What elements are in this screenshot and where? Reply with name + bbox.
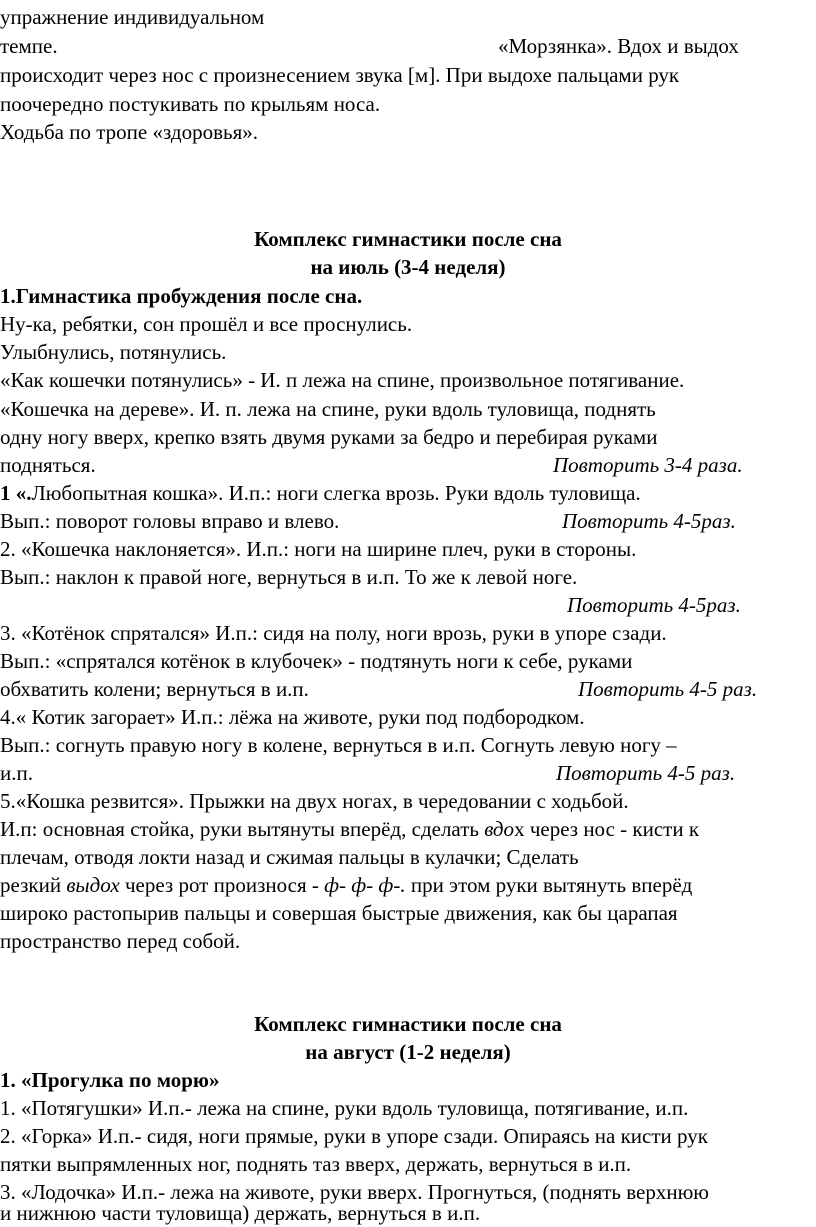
subsection-heading: 1.Гимнастика пробуждения после сна. <box>0 284 363 308</box>
repeat-note: Повторить 4-5раз. <box>567 593 741 617</box>
text-line: 2. «Горка» И.п.- сидя, ноги прямые, руки в упоре сзади. Опираясь на кисти рук <box>0 1124 708 1148</box>
section-subtitle: на июль (3-4 неделя) <box>310 255 506 279</box>
section-title: Комплекс гимнастики после сна <box>254 1012 562 1036</box>
text-fragment-italic: вдо <box>484 817 515 841</box>
text-line: 3. «Котёнок спрятался» И.п.: сидя на полу, ноги врозь, руки в упоре сзади. <box>0 621 667 645</box>
text-line: упражнение индивидуальном <box>0 5 265 29</box>
text-line: одну ногу вверх, крепко взять двумя руками за бедро и перебирая руками <box>0 425 658 449</box>
section-title: Комплекс гимнастики после сна <box>254 227 562 251</box>
text-line <box>0 676 758 702</box>
text-line: Ходьба по тропе «здоровья». <box>0 120 258 144</box>
text-line: Улыбнулись, потянулись. <box>0 340 227 364</box>
item-number: 1 «. <box>0 481 32 505</box>
text-line: «Кошечка на дереве». И. п. лежа на спине, руки вдоль туловища, поднять <box>0 397 656 421</box>
text-fragment: Любопытная кошка». И.п.: ноги слегка врозь. Руки вдоль туловища. <box>31 481 641 505</box>
repeat-note: Повторить 3-4 раза. <box>553 453 743 477</box>
text-line: 3. «Лодочка» И.п.- лежа на животе, руки вверх. Прогнуться, (поднять верхнюю <box>0 1180 709 1204</box>
exercise-title-morse: «Морзянка». Вдох и выдох <box>498 34 739 58</box>
text-line <box>0 760 736 786</box>
repeat-note: Повторить 4-5раз. <box>562 509 736 533</box>
text-fragment-italic: выдох <box>66 873 120 897</box>
repeat-note: Повторить 4-5 раз. <box>578 677 758 701</box>
text-line <box>0 452 743 478</box>
text-line: Вып.: наклон к правой ноге, вернуться в и.п. То же к левой ноге. <box>0 565 578 589</box>
text-fragment: и.п. <box>0 761 33 785</box>
text-line: «Как кошечки потянулись» - И. п лежа на спине, произвольное потягивание. <box>0 368 685 392</box>
text-line <box>0 872 692 898</box>
text-line: пятки выпрямленных ног, поднять таз вверх, держать, вернуться в и.п. <box>0 1152 632 1176</box>
text-line: широко растопырив пальцы и совершая быстрые движения, как бы царапая <box>0 901 678 925</box>
text-line: Ну-ка, ребятки, сон прошёл и все проснулись. <box>0 312 413 336</box>
text-fragment: И.п: основная стойка, руки вытянуты вперёд, сделать <box>0 817 485 841</box>
text-fragment: Вып.: поворот головы вправо и влево. <box>0 509 340 533</box>
text-line <box>0 816 699 842</box>
text-fragment: х через нос - кисти к <box>514 817 700 841</box>
text-line: 4.« Котик загорает» И.п.: лёжа на животе, руки под подбородком. <box>0 705 585 729</box>
text-line: происходит через нос с произнесением звука [м]. При выдохе пальцами рук <box>0 63 680 87</box>
text-line <box>0 33 739 59</box>
text-fragment: темпе. <box>0 34 58 58</box>
text-fragment: подняться. <box>0 453 96 477</box>
text-fragment: обхватить колени; вернуться в и.п. <box>0 677 309 701</box>
text-line: плечам, отводя локти назад и сжимая пальцы в кулачки; Сделать <box>0 845 579 869</box>
text-line: 2. «Кошечка наклоняется». И.п.: ноги на ширине плеч, руки в стороны. <box>0 537 637 561</box>
text-line: Вып.: согнуть правую ногу в колене, вернуться в и.п. Согнуть левую ногу – <box>0 733 677 757</box>
text-fragment: при этом руки вытянуть вперёд <box>405 873 693 897</box>
text-fragment-italic: ф- ф- ф-. <box>324 873 406 897</box>
text-line: Вып.: «спрятался котёнок в клубочек» - подтянуть ноги к себе, руками <box>0 649 633 673</box>
text-line: 1. «Потягушки» И.п.- лежа на спине, руки вдоль туловища, потягивание, и.п. <box>0 1096 689 1120</box>
text-line: 5.«Кошка резвится». Прыжки на двух ногах, в чередовании с ходьбой. <box>0 789 629 813</box>
text-fragment: через рот произнося - <box>119 873 325 897</box>
section-subtitle: на август (1-2 неделя) <box>305 1040 511 1064</box>
text-line <box>0 480 641 506</box>
text-line: и нижнюю части туловища) держать, вернуться в и.п. <box>0 1201 481 1225</box>
text-line: пространство перед собой. <box>0 929 241 953</box>
text-fragment: резкий <box>0 873 67 897</box>
text-line <box>0 508 736 534</box>
subsection-heading: 1. «Прогулка по морю» <box>0 1068 220 1092</box>
repeat-note: Повторить 4-5 раз. <box>556 761 736 785</box>
text-line: поочередно постукивать по крыльям носа. <box>0 92 381 116</box>
